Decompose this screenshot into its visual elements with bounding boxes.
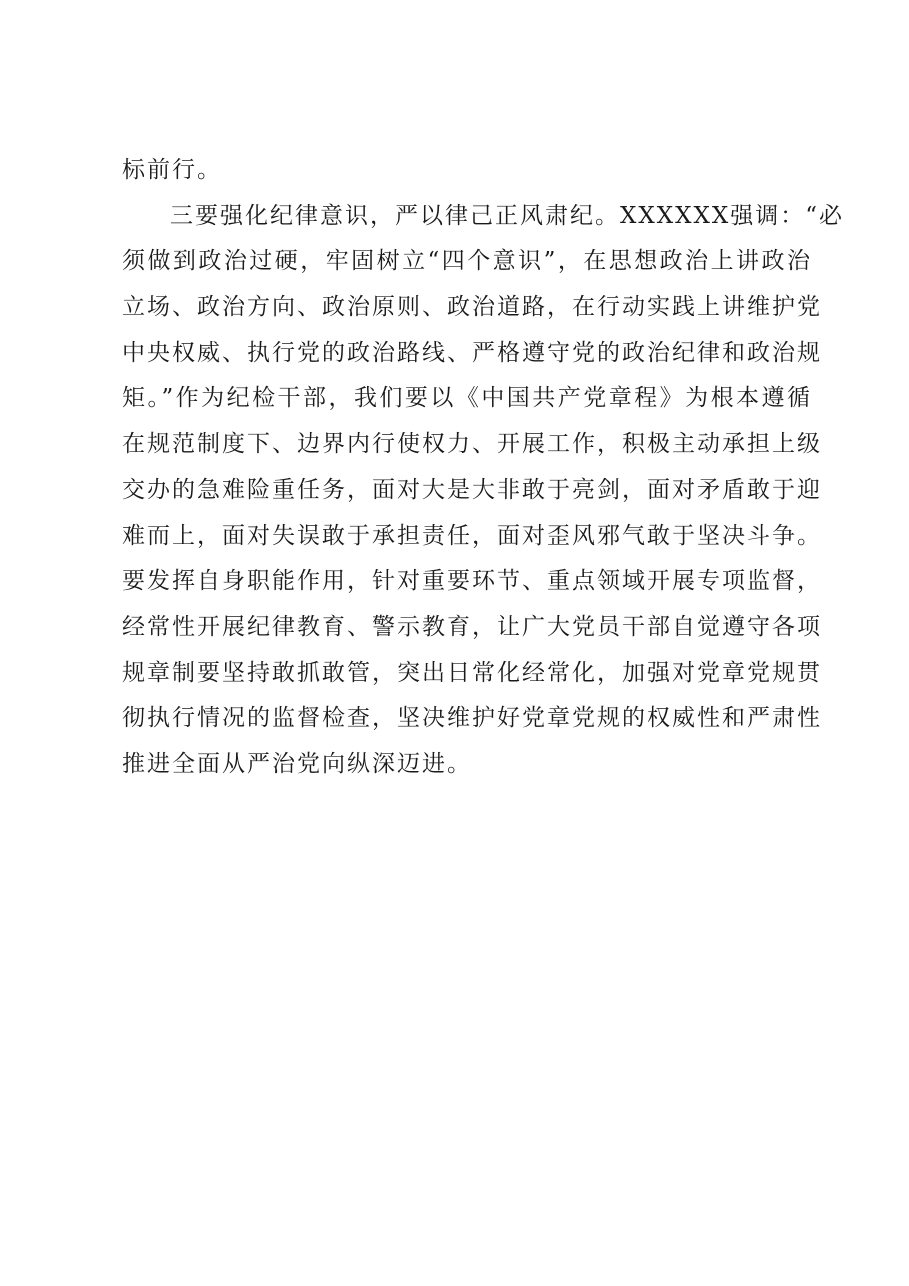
text-line: 在规范制度下、边界内行使权力、开展工作，积极主动承担上级 [122,431,822,458]
text-line: 彻执行情况的监督检查，坚决维护好党章党规的权威性和严肃性 [122,705,822,732]
text-line: 规章制要坚持敢抓敢管，突出日常化经常化，加强对党章党规贯 [122,659,822,686]
text-line: 立场、政治方向、政治原则、政治道路，在行动实践上讲维护党 [122,294,822,321]
paragraph-first-line: 三要强化纪律意识，严以律己正风肃纪。XXXXXX强调：“必 [170,202,845,229]
text-line: 中央权威、执行党的政治路线、严格遵守党的政治纪律和政治规 [122,339,822,366]
text-line: 经常性开展纪律教育、警示教育，让广大党员干部自觉遵守各项 [122,613,822,640]
text-line: 标前行。 [122,157,222,183]
body-text [122,148,845,788]
text-line: 要发挥自身职能作用，针对重要环节、重点领域开展专项监督， [122,568,822,595]
text-line: 须做到政治过硬，牢固树立“四个意识”，在思想政治上讲政治 [122,248,812,275]
paragraph-last-line: 推进全面从严治党向纵深迈进。 [122,750,472,777]
text-line: 交办的急难险重任务，面对大是大非敢于亮剑，面对矛盾敢于迎 [122,476,822,503]
text-line: 矩。”作为纪检干部，我们要以《中国共产党章程》为根本遵循 [122,385,812,412]
text-line: 难而上，面对失误敢于承担责任，面对歪风邪气敢于坚决斗争。 [122,522,822,549]
